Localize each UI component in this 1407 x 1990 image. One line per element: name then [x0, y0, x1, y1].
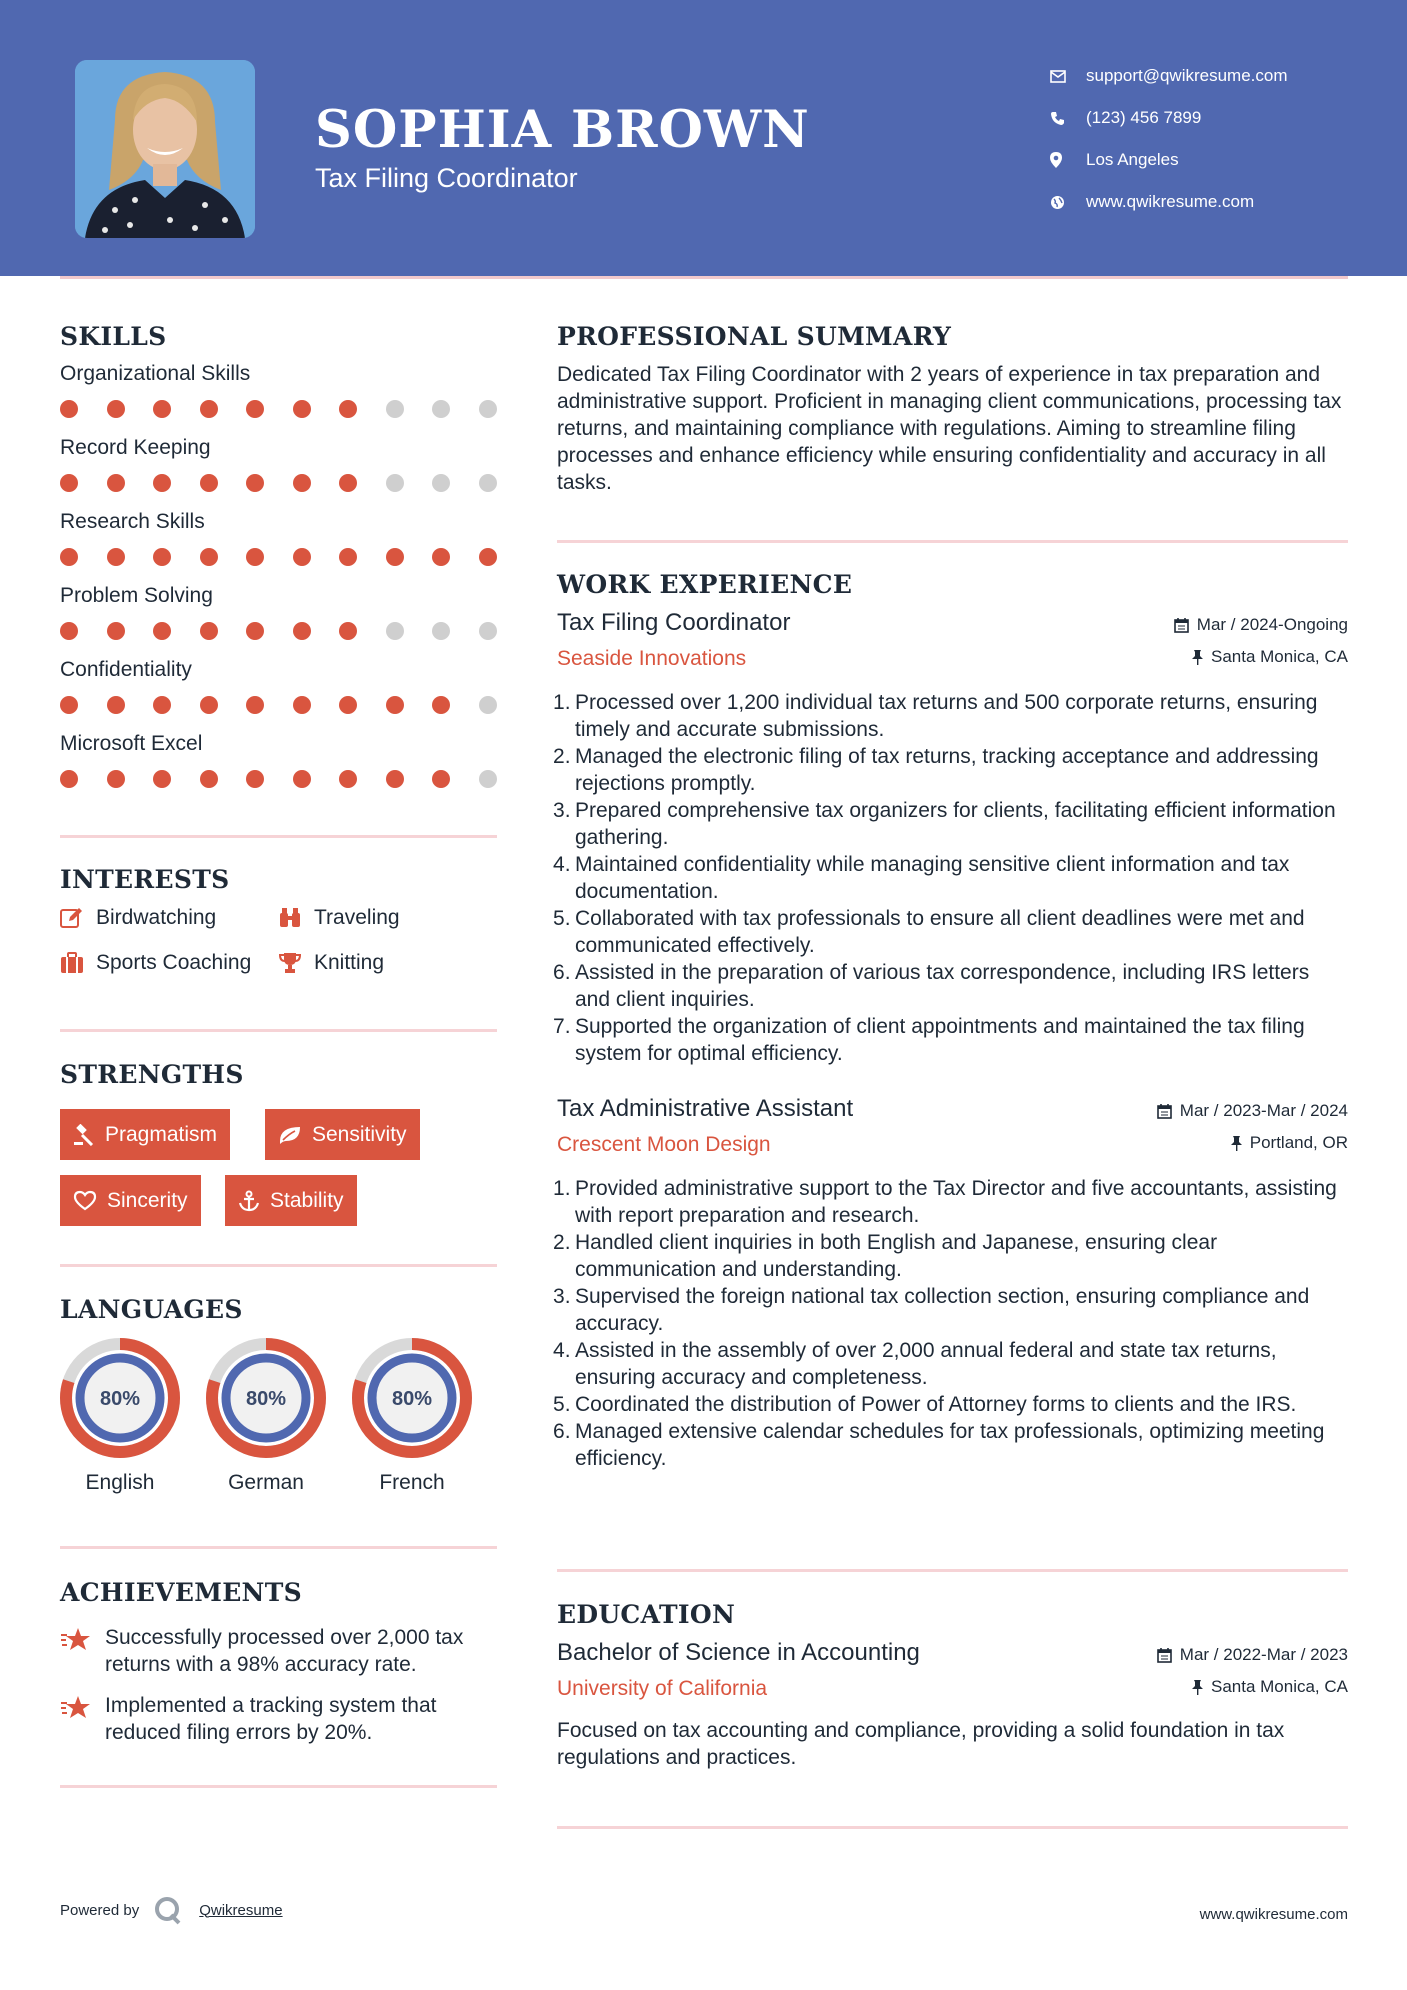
skill-name: Microsoft Excel: [60, 732, 203, 755]
language-percent: 80%: [391, 1388, 433, 1410]
trophy-icon: [278, 952, 302, 974]
rating-dot-filled: [200, 770, 218, 788]
contact-location-text: Los Angeles: [1086, 150, 1179, 169]
rating-dot-filled: [60, 770, 78, 788]
rating-dot-filled: [432, 548, 450, 566]
rating-dot-filled: [153, 400, 171, 418]
rating-dot-filled: [386, 696, 404, 714]
rating-dot-filled: [293, 400, 311, 418]
achievement-item: Implemented a tracking system that reduced filing errors by 20%.: [60, 1692, 497, 1746]
header-divider: [60, 276, 1348, 279]
skill-rating: [60, 759, 497, 803]
calendar-icon: [1157, 1104, 1172, 1119]
footer-website[interactable]: www.qwikresume.com: [1199, 1906, 1348, 1923]
powered-by-text: Powered by: [60, 1901, 140, 1919]
job-title: Tax Administrative Assistant: [557, 1095, 854, 1122]
rating-dot-filled: [60, 400, 78, 418]
skill-rating: [60, 685, 497, 729]
rating-dot-filled: [107, 696, 125, 714]
experience-section: [557, 570, 1348, 1472]
rating-dot-empty: [479, 770, 497, 788]
pushpin-icon: [1231, 1136, 1242, 1151]
rating-dot-filled: [60, 548, 78, 566]
language-item: [352, 1338, 472, 1495]
binoculars-icon: [278, 907, 302, 929]
job-bullet: Handled client inquiries in both English and Japanese, ensuring clear communication and understanding.: [575, 1231, 1218, 1281]
rating-dot-filled: [107, 548, 125, 566]
strength-tag-stability: Stability: [225, 1175, 357, 1226]
rating-dot-empty: [386, 400, 404, 418]
rating-dot-filled: [107, 770, 125, 788]
job-bullet: Provided administrative support to the Tax Director and five accountants, assisting with report preparation and research.: [575, 1177, 1337, 1227]
skill-rating: [60, 611, 497, 655]
rating-dot-filled: [339, 548, 357, 566]
language-ring: [60, 1338, 180, 1458]
job-bullet: Supported the organization of client appointments and maintained the tax filing system for optimal efficiency.: [575, 1015, 1305, 1065]
rating-dot-empty: [432, 474, 450, 492]
summary-text: Dedicated Tax Filing Coordinator with 2 years of experience in tax preparation and administrative support. Proficient in managing client communications, processing tax returns, and maintaining compliance with regulations. Aiming to streamline filing processes and enhance efficiency while ensuring confidentiality and accuracy in all tasks.: [557, 363, 1342, 494]
language-item: [60, 1338, 180, 1495]
strength-tag-sensitivity: Sensitivity: [265, 1109, 420, 1160]
contact-location: [1050, 139, 1288, 181]
interests-section: [60, 865, 497, 1016]
section-divider: [60, 1029, 497, 1032]
contact-email-text: support@qwikresume.com: [1086, 66, 1288, 85]
rating-dot-empty: [386, 474, 404, 492]
skill-name: Record Keeping: [60, 436, 211, 459]
edit-icon: [60, 907, 84, 929]
interest-birdwatching: Birdwatching: [60, 906, 216, 930]
rating-dot-empty: [479, 622, 497, 640]
strengths-section: [60, 1060, 497, 1240]
education-section: [557, 1600, 1348, 1771]
rating-dot-filled: [246, 622, 264, 640]
skills-section: [60, 322, 497, 803]
job-bullet: Managed extensive calendar schedules for tax professionals, optimizing meeting efficiency.: [575, 1420, 1325, 1470]
section-divider: [60, 1785, 497, 1788]
language-ring: [352, 1338, 472, 1458]
achievements-section: [60, 1578, 497, 1607]
rating-dot-filled: [200, 474, 218, 492]
contact-phone-text: (123) 456 7899: [1086, 108, 1202, 127]
qwikresume-logo-icon: [153, 1895, 185, 1925]
summary-heading: PROFESSIONAL SUMMARY: [557, 322, 952, 351]
rating-dot-filled: [293, 696, 311, 714]
rating-dot-filled: [60, 622, 78, 640]
pushpin-icon: [1192, 650, 1203, 665]
rating-dot-filled: [153, 770, 171, 788]
rating-dot-filled: [432, 696, 450, 714]
skill-name: Research Skills: [60, 510, 205, 533]
education-location: Santa Monica, CA: [1192, 1677, 1348, 1697]
candidate-title: Tax Filing Coordinator: [315, 163, 578, 193]
achievements-heading: ACHIEVEMENTS: [60, 1578, 302, 1607]
skill-name: Confidentiality: [60, 658, 192, 681]
rating-dot-filled: [200, 622, 218, 640]
calendar-icon: [1157, 1648, 1172, 1663]
skill-name: Organizational Skills: [60, 362, 251, 385]
strength-tag-pragmatism: Pragmatism: [60, 1109, 230, 1160]
rating-dot-filled: [293, 770, 311, 788]
language-ring: [206, 1338, 326, 1458]
strength-tag-sincerity: Sincerity: [60, 1175, 201, 1226]
globe-icon: [1050, 195, 1086, 210]
calendar-icon: [1174, 618, 1189, 633]
map-pin-icon: [1050, 152, 1086, 168]
skills-list: [60, 359, 497, 803]
job-bullet: Assisted in the assembly of over 2,000 annual federal and state tax returns, ensuring accuracy and completeness.: [575, 1339, 1277, 1389]
contact-website-text: www.qwikresume.com: [1086, 192, 1255, 211]
star-medal-icon: [60, 1694, 92, 1722]
rating-dot-filled: [107, 400, 125, 418]
footer-powered-by: [60, 1895, 283, 1925]
languages-section: [60, 1295, 497, 1505]
rating-dot-filled: [246, 770, 264, 788]
rating-dot-filled: [293, 622, 311, 640]
rating-dot-filled: [293, 474, 311, 492]
briefcase-icon: [60, 952, 84, 974]
envelope-icon: [1050, 70, 1086, 83]
leaf-icon: [278, 1125, 302, 1145]
rating-dot-empty: [479, 696, 497, 714]
rating-dot-filled: [386, 770, 404, 788]
job-bullet: Coordinated the distribution of Power of Attorney forms to clients and the IRS.: [575, 1393, 1297, 1416]
job-date: Mar / 2024-Ongoing: [1174, 615, 1348, 635]
contact-website[interactable]: [1050, 181, 1288, 223]
language-name: German: [228, 1471, 304, 1494]
candidate-name: SOPHIA BROWN: [315, 100, 810, 160]
education-header: [557, 1639, 1348, 1711]
job-bullet: Supervised the foreign national tax collection section, ensuring compliance and accuracy.: [575, 1285, 1310, 1335]
contact-list: [1050, 55, 1288, 223]
rating-dot-empty: [432, 400, 450, 418]
skill-rating: [60, 463, 497, 507]
rating-dot-filled: [153, 622, 171, 640]
job-location: Portland, OR: [1231, 1133, 1348, 1153]
languages-heading: LANGUAGES: [60, 1295, 243, 1324]
section-divider: [60, 1264, 497, 1267]
job-header: [557, 1095, 1348, 1167]
job-bullets: [557, 1175, 1348, 1472]
interest-knitting: Knitting: [278, 951, 384, 975]
interest-sports-coaching: Sports Coaching: [60, 951, 251, 975]
rating-dot-filled: [153, 474, 171, 492]
profile-photo: [75, 60, 255, 238]
job-date: Mar / 2023-Mar / 2024: [1157, 1101, 1348, 1121]
anchor-icon: [238, 1190, 260, 1212]
skill-name: Problem Solving: [60, 584, 213, 607]
job-bullet: Maintained confidentiality while managing sensitive client information and tax documentation.: [575, 853, 1290, 903]
rating-dot-filled: [153, 696, 171, 714]
job-bullet: Managed the electronic filing of tax returns, tracking acceptance and addressing rejections promptly.: [575, 745, 1319, 795]
education-text: Focused on tax accounting and compliance, providing a solid foundation in tax regulations and practices.: [557, 1719, 1285, 1769]
skill-rating: [60, 389, 497, 433]
job-title: Tax Filing Coordinator: [557, 609, 791, 636]
rating-dot-filled: [246, 696, 264, 714]
degree: Bachelor of Science in Accounting: [557, 1639, 920, 1666]
education-date: Mar / 2022-Mar / 2023: [1157, 1645, 1348, 1665]
section-divider: [557, 1569, 1348, 1572]
job-bullet: Collaborated with tax professionals to ensure all client deadlines were met and communicated effectively.: [575, 907, 1305, 957]
rating-dot-filled: [293, 548, 311, 566]
rating-dot-filled: [246, 400, 264, 418]
header-banner: [0, 0, 1407, 276]
rating-dot-empty: [479, 400, 497, 418]
job-bullets: [557, 689, 1348, 1067]
rating-dot-filled: [339, 622, 357, 640]
rating-dot-filled: [107, 622, 125, 640]
rating-dot-filled: [107, 474, 125, 492]
section-divider: [557, 540, 1348, 543]
section-divider: [557, 1826, 1348, 1829]
brand-link[interactable]: Qwikresume: [199, 1901, 283, 1919]
gavel-icon: [73, 1124, 95, 1146]
rating-dot-filled: [339, 400, 357, 418]
job-bullet: Assisted in the preparation of various tax correspondence, including IRS letters and client inquiries.: [575, 961, 1310, 1011]
rating-dot-filled: [339, 474, 357, 492]
rating-dot-filled: [339, 696, 357, 714]
rating-dot-empty: [479, 474, 497, 492]
language-name: English: [85, 1471, 155, 1494]
language-percent: 80%: [99, 1388, 141, 1410]
rating-dot-filled: [386, 548, 404, 566]
language-name: French: [379, 1471, 445, 1494]
section-divider: [60, 835, 497, 838]
summary-section: [557, 322, 1348, 496]
rating-dot-filled: [246, 548, 264, 566]
pushpin-icon: [1192, 1680, 1203, 1695]
contact-phone[interactable]: [1050, 97, 1288, 139]
achievement-item: Successfully processed over 2,000 tax returns with a 98% accuracy rate.: [60, 1624, 497, 1678]
job-location: Santa Monica, CA: [1192, 647, 1348, 667]
heart-icon: [73, 1190, 97, 1211]
rating-dot-filled: [246, 474, 264, 492]
rating-dot-filled: [339, 770, 357, 788]
language-item: [206, 1338, 326, 1495]
experience-heading: WORK EXPERIENCE: [557, 570, 853, 599]
star-medal-icon: [60, 1626, 92, 1654]
skills-heading: SKILLS: [60, 322, 167, 351]
language-percent: 80%: [245, 1388, 287, 1410]
section-divider: [60, 1546, 497, 1549]
rating-dot-filled: [479, 548, 497, 566]
rating-dot-empty: [386, 622, 404, 640]
skill-rating: [60, 537, 497, 581]
rating-dot-filled: [153, 548, 171, 566]
rating-dot-empty: [432, 622, 450, 640]
education-heading: EDUCATION: [557, 1600, 736, 1629]
strengths-heading: STRENGTHS: [60, 1060, 244, 1089]
rating-dot-filled: [432, 770, 450, 788]
contact-email[interactable]: [1050, 55, 1288, 97]
interests-heading: INTERESTS: [60, 865, 230, 894]
rating-dot-filled: [200, 548, 218, 566]
interest-traveling: Traveling: [278, 906, 400, 930]
rating-dot-filled: [200, 696, 218, 714]
job-bullet: Prepared comprehensive tax organizers for clients, facilitating efficient information gathering.: [575, 799, 1336, 849]
rating-dot-filled: [60, 696, 78, 714]
phone-icon: [1050, 111, 1086, 126]
school: University of California: [557, 1677, 768, 1700]
job-company: Seaside Innovations: [557, 647, 747, 670]
job-company: Crescent Moon Design: [557, 1133, 771, 1156]
job-header: [557, 609, 1348, 681]
rating-dot-filled: [60, 474, 78, 492]
rating-dot-filled: [200, 400, 218, 418]
job-bullet: Processed over 1,200 individual tax returns and 500 corporate returns, ensuring timely and accurate submissions.: [575, 691, 1318, 741]
